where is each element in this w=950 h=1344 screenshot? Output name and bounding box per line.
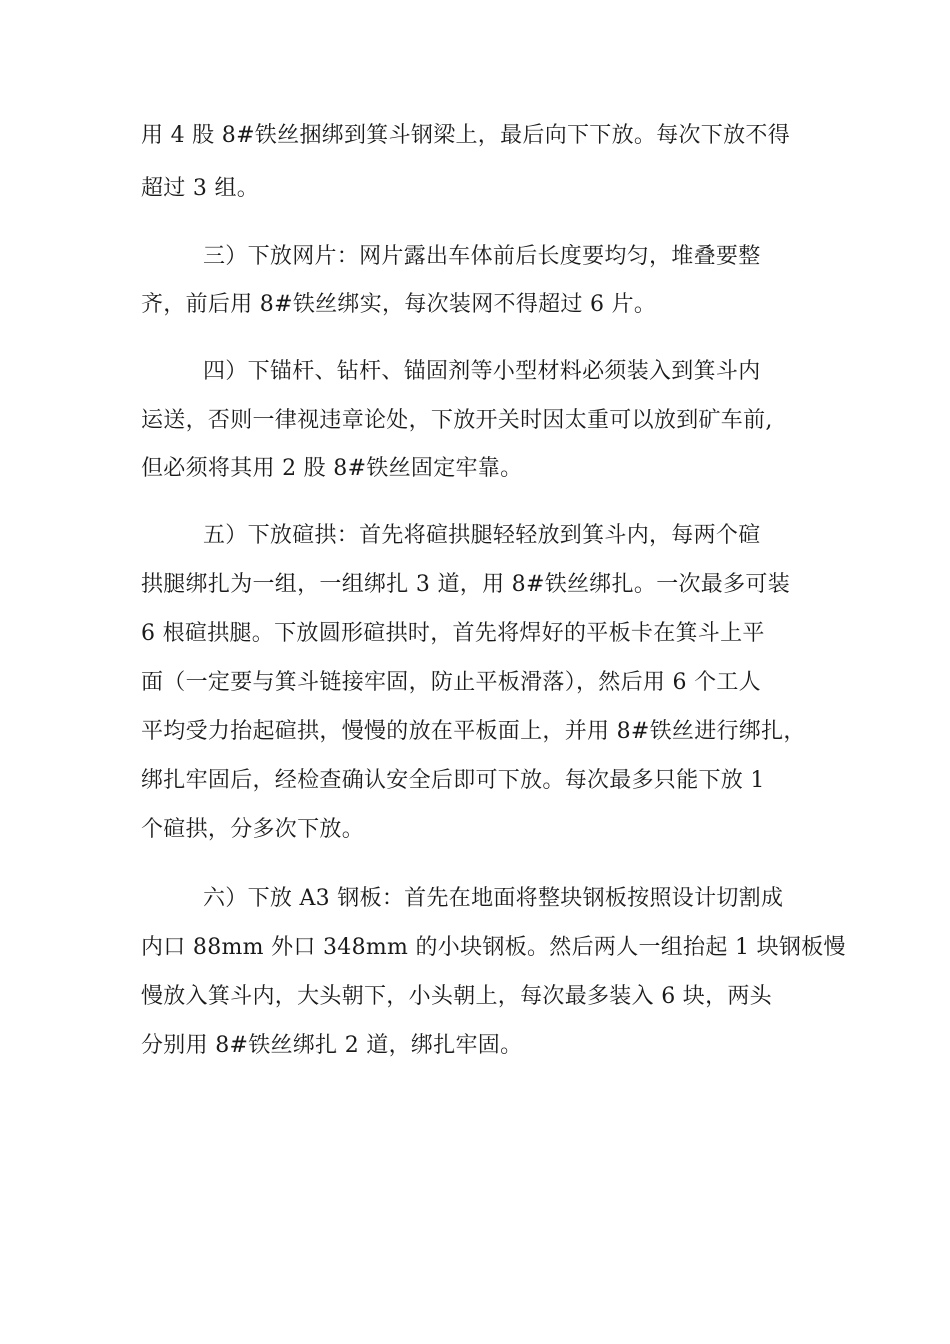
paragraph-3-line-1: 四）下锚杆、钻杆、锚固剂等小型材料必须装入到箕斗内 [203, 359, 761, 384]
paragraph-2-line-2: 齐，前后用 8#铁丝绑实，每次装网不得超过 6 片。 [141, 292, 657, 317]
paragraph-4-line-2: 拱腿绑扎为一组，一组绑扎 3 道，用 8#铁丝绑扎。一次最多可装 [141, 572, 791, 597]
paragraph-1-line-1: 用 4 股 8#铁丝捆绑到箕斗钢梁上，最后向下下放。每次下放不得 [141, 123, 791, 148]
paragraph-4-line-5: 平均受力抬起碹拱，慢慢的放在平板面上，并用 8#铁丝进行绑扎， [141, 719, 806, 744]
paragraph-5-line-2: 内口 88mm 外口 348mm 的小块钢板。然后两人一组抬起 1 块钢板慢 [141, 935, 846, 960]
paragraph-1-line-2: 超过 3 组。 [141, 176, 260, 201]
paragraph-4-line-6: 绑扎牢固后，经检查确认安全后即可下放。每次最多只能下放 1 [141, 768, 765, 793]
paragraph-3-line-2: 运送，否则一律视违章论处，下放开关时因太重可以放到矿车前, [141, 408, 773, 433]
paragraph-4-line-1: 五）下放碹拱：首先将碹拱腿轻轻放到箕斗内，每两个碹 [203, 523, 761, 548]
paragraph-5-line-3: 慢放入箕斗内，大头朝下，小头朝上，每次最多装入 6 块，两头 [141, 984, 772, 1009]
paragraph-2-line-1: 三）下放网片：网片露出车体前后长度要均匀，堆叠要整 [203, 244, 761, 269]
paragraph-5-line-4: 分别用 8#铁丝绑扎 2 道，绑扎牢固。 [141, 1033, 523, 1058]
paragraph-4-line-7: 个碹拱，分多次下放。 [141, 817, 365, 842]
paragraph-4-line-3: 6 根碹拱腿。下放圆形碹拱时，首先将焊好的平板卡在箕斗上平 [141, 621, 765, 646]
paragraph-5-line-1: 六）下放 A3 钢板：首先在地面将整块钢板按照设计切割成 [203, 886, 784, 911]
paragraph-3-line-3: 但必须将其用 2 股 8#铁丝固定牢靠。 [141, 456, 523, 481]
paragraph-4-line-4: 面（一定要与箕斗链接牢固，防止平板滑落），然后用 6 个工人 [141, 670, 761, 695]
